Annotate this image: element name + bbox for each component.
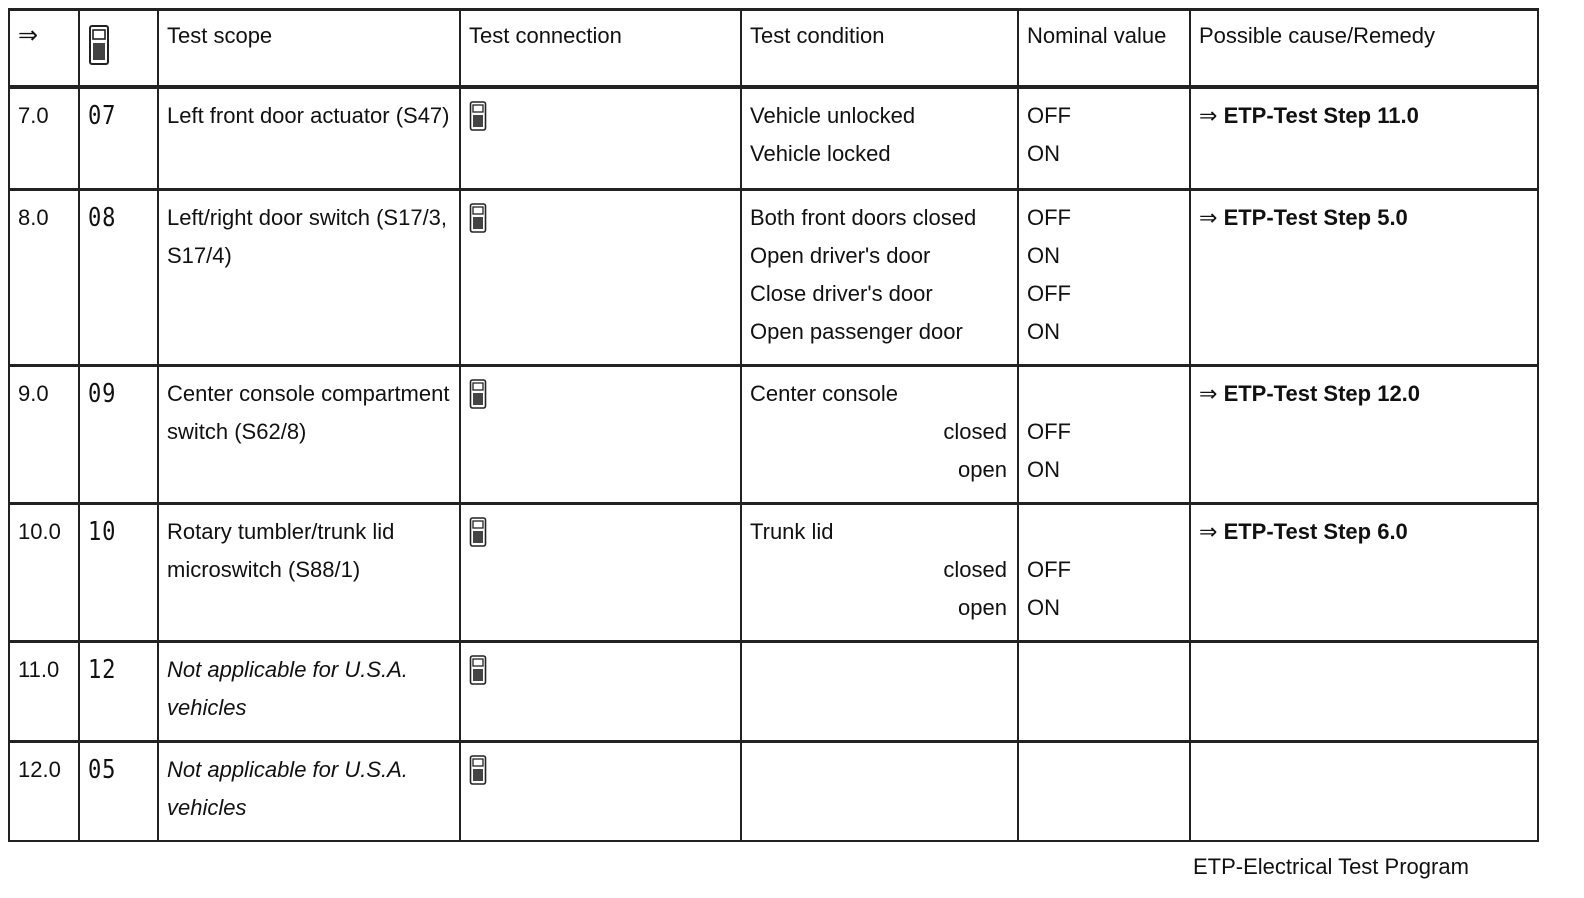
possible-cause — [1190, 87, 1538, 189]
footer-caption: ETP-Electrical Test Program — [1193, 854, 1469, 879]
nominal-value: ON — [1027, 594, 1060, 620]
remedy-link[interactable] — [1199, 103, 1419, 128]
condition-text: open — [958, 456, 1007, 482]
header-row — [9, 10, 1538, 88]
nominal-value: ON — [1027, 456, 1060, 482]
tester-display-icon — [88, 25, 110, 65]
nominal-values — [1018, 503, 1190, 641]
header-nominal-value: Nominal value — [1018, 10, 1190, 88]
step-number: 7.0 — [9, 87, 79, 189]
header-step: ⇒ — [9, 10, 79, 88]
condition-text: closed — [943, 418, 1007, 444]
condition-text: Close driver's door — [750, 280, 933, 306]
test-scope: Center console compartment switch (S62/8) — [158, 365, 460, 503]
remedy-label: ETP-Test Step — [1223, 518, 1372, 544]
condition-text: Vehicle locked — [750, 141, 891, 166]
remedy-link[interactable] — [1199, 205, 1408, 230]
test-condition — [741, 189, 1018, 365]
nominal-value: OFF — [1027, 418, 1071, 444]
test-condition — [741, 365, 1018, 503]
nominal-values — [1018, 189, 1190, 365]
possible-cause — [1190, 741, 1538, 841]
tester-connection-icon — [469, 101, 487, 131]
header-test-condition: Test condition — [741, 10, 1018, 88]
header-possible-cause: Possible cause/Remedy — [1190, 10, 1538, 88]
possible-cause — [1190, 641, 1538, 741]
remedy-arrow: ⇒ — [1199, 518, 1218, 544]
step-number: 11.0 — [9, 641, 79, 741]
table-row — [9, 641, 1538, 741]
remedy-arrow: ⇒ — [1199, 103, 1218, 128]
tester-connection-icon — [469, 203, 487, 233]
table-row — [9, 365, 1538, 503]
test-condition — [741, 87, 1018, 189]
test-connection — [460, 503, 741, 641]
nominal-values — [1018, 641, 1190, 741]
test-scope: Left front door actuator (S47) — [158, 87, 460, 189]
display-code: 12 — [79, 641, 158, 741]
remedy-label: ETP-Test Step — [1223, 204, 1372, 230]
header-display — [79, 10, 158, 88]
remedy-label: ETP-Test Step — [1223, 103, 1372, 128]
remedy-step: 12.0 — [1377, 380, 1421, 406]
possible-cause — [1190, 503, 1538, 641]
test-condition — [741, 741, 1018, 841]
remedy-link[interactable] — [1199, 519, 1408, 544]
remedy-arrow: ⇒ — [1199, 204, 1218, 230]
remedy-step: 11.0 — [1377, 103, 1419, 128]
test-condition — [741, 641, 1018, 741]
table-row — [9, 741, 1538, 841]
test-scope: Not applicable for U.S.A. vehicles — [158, 741, 460, 841]
tester-connection-icon — [469, 379, 487, 409]
tester-connection-icon — [469, 655, 487, 685]
display-code: 05 — [79, 741, 158, 841]
step-number: 8.0 — [9, 189, 79, 365]
tester-connection-icon — [469, 517, 487, 547]
condition-text: closed — [943, 556, 1007, 582]
test-connection — [460, 87, 741, 189]
condition-text: open — [958, 594, 1007, 620]
display-code: 09 — [79, 365, 158, 503]
test-connection — [460, 365, 741, 503]
display-code: 10 — [79, 503, 158, 641]
test-scope: Left/right door switch (S17/3, S17/4) — [158, 189, 460, 365]
test-connection — [460, 641, 741, 741]
nominal-values — [1018, 741, 1190, 841]
test-table — [8, 8, 1539, 842]
header-test-scope: Test scope — [158, 10, 460, 88]
nominal-value: OFF — [1027, 280, 1071, 306]
condition-text: Both front doors closed — [750, 204, 977, 230]
test-condition — [741, 503, 1018, 641]
remedy-step: 6.0 — [1377, 518, 1408, 544]
test-scope: Rotary tumbler/trunk lid microswitch (S88/1) — [158, 503, 460, 641]
display-code: 08 — [79, 189, 158, 365]
condition-text: Open driver's door — [750, 242, 931, 268]
test-connection — [460, 741, 741, 841]
table-row — [9, 503, 1538, 641]
remedy-step: 5.0 — [1377, 204, 1408, 230]
display-code: 07 — [79, 87, 158, 189]
test-connection — [460, 189, 741, 365]
nominal-value: OFF — [1027, 103, 1071, 128]
condition-title: Center console — [750, 380, 898, 406]
nominal-value: OFF — [1027, 556, 1071, 582]
possible-cause — [1190, 189, 1538, 365]
condition-text: Vehicle unlocked — [750, 103, 916, 128]
header-test-connection: Test connection — [460, 10, 741, 88]
nominal-value: ON — [1027, 318, 1060, 344]
step-number: 10.0 — [9, 503, 79, 641]
condition-text: Open passenger door — [750, 318, 963, 344]
nominal-values — [1018, 87, 1190, 189]
remedy-label: ETP-Test Step — [1223, 380, 1372, 406]
remedy-link[interactable] — [1199, 381, 1420, 406]
nominal-value: ON — [1027, 242, 1060, 268]
test-scope: Not applicable for U.S.A. vehicles — [158, 641, 460, 741]
possible-cause — [1190, 365, 1538, 503]
tester-connection-icon — [469, 755, 487, 785]
table-row — [9, 87, 1538, 189]
nominal-values — [1018, 365, 1190, 503]
table-row — [9, 189, 1538, 365]
condition-title: Trunk lid — [750, 518, 834, 544]
remedy-arrow: ⇒ — [1199, 380, 1218, 406]
step-number: 9.0 — [9, 365, 79, 503]
nominal-value: ON — [1027, 141, 1060, 166]
step-number: 12.0 — [9, 741, 79, 841]
nominal-value: OFF — [1027, 204, 1071, 230]
